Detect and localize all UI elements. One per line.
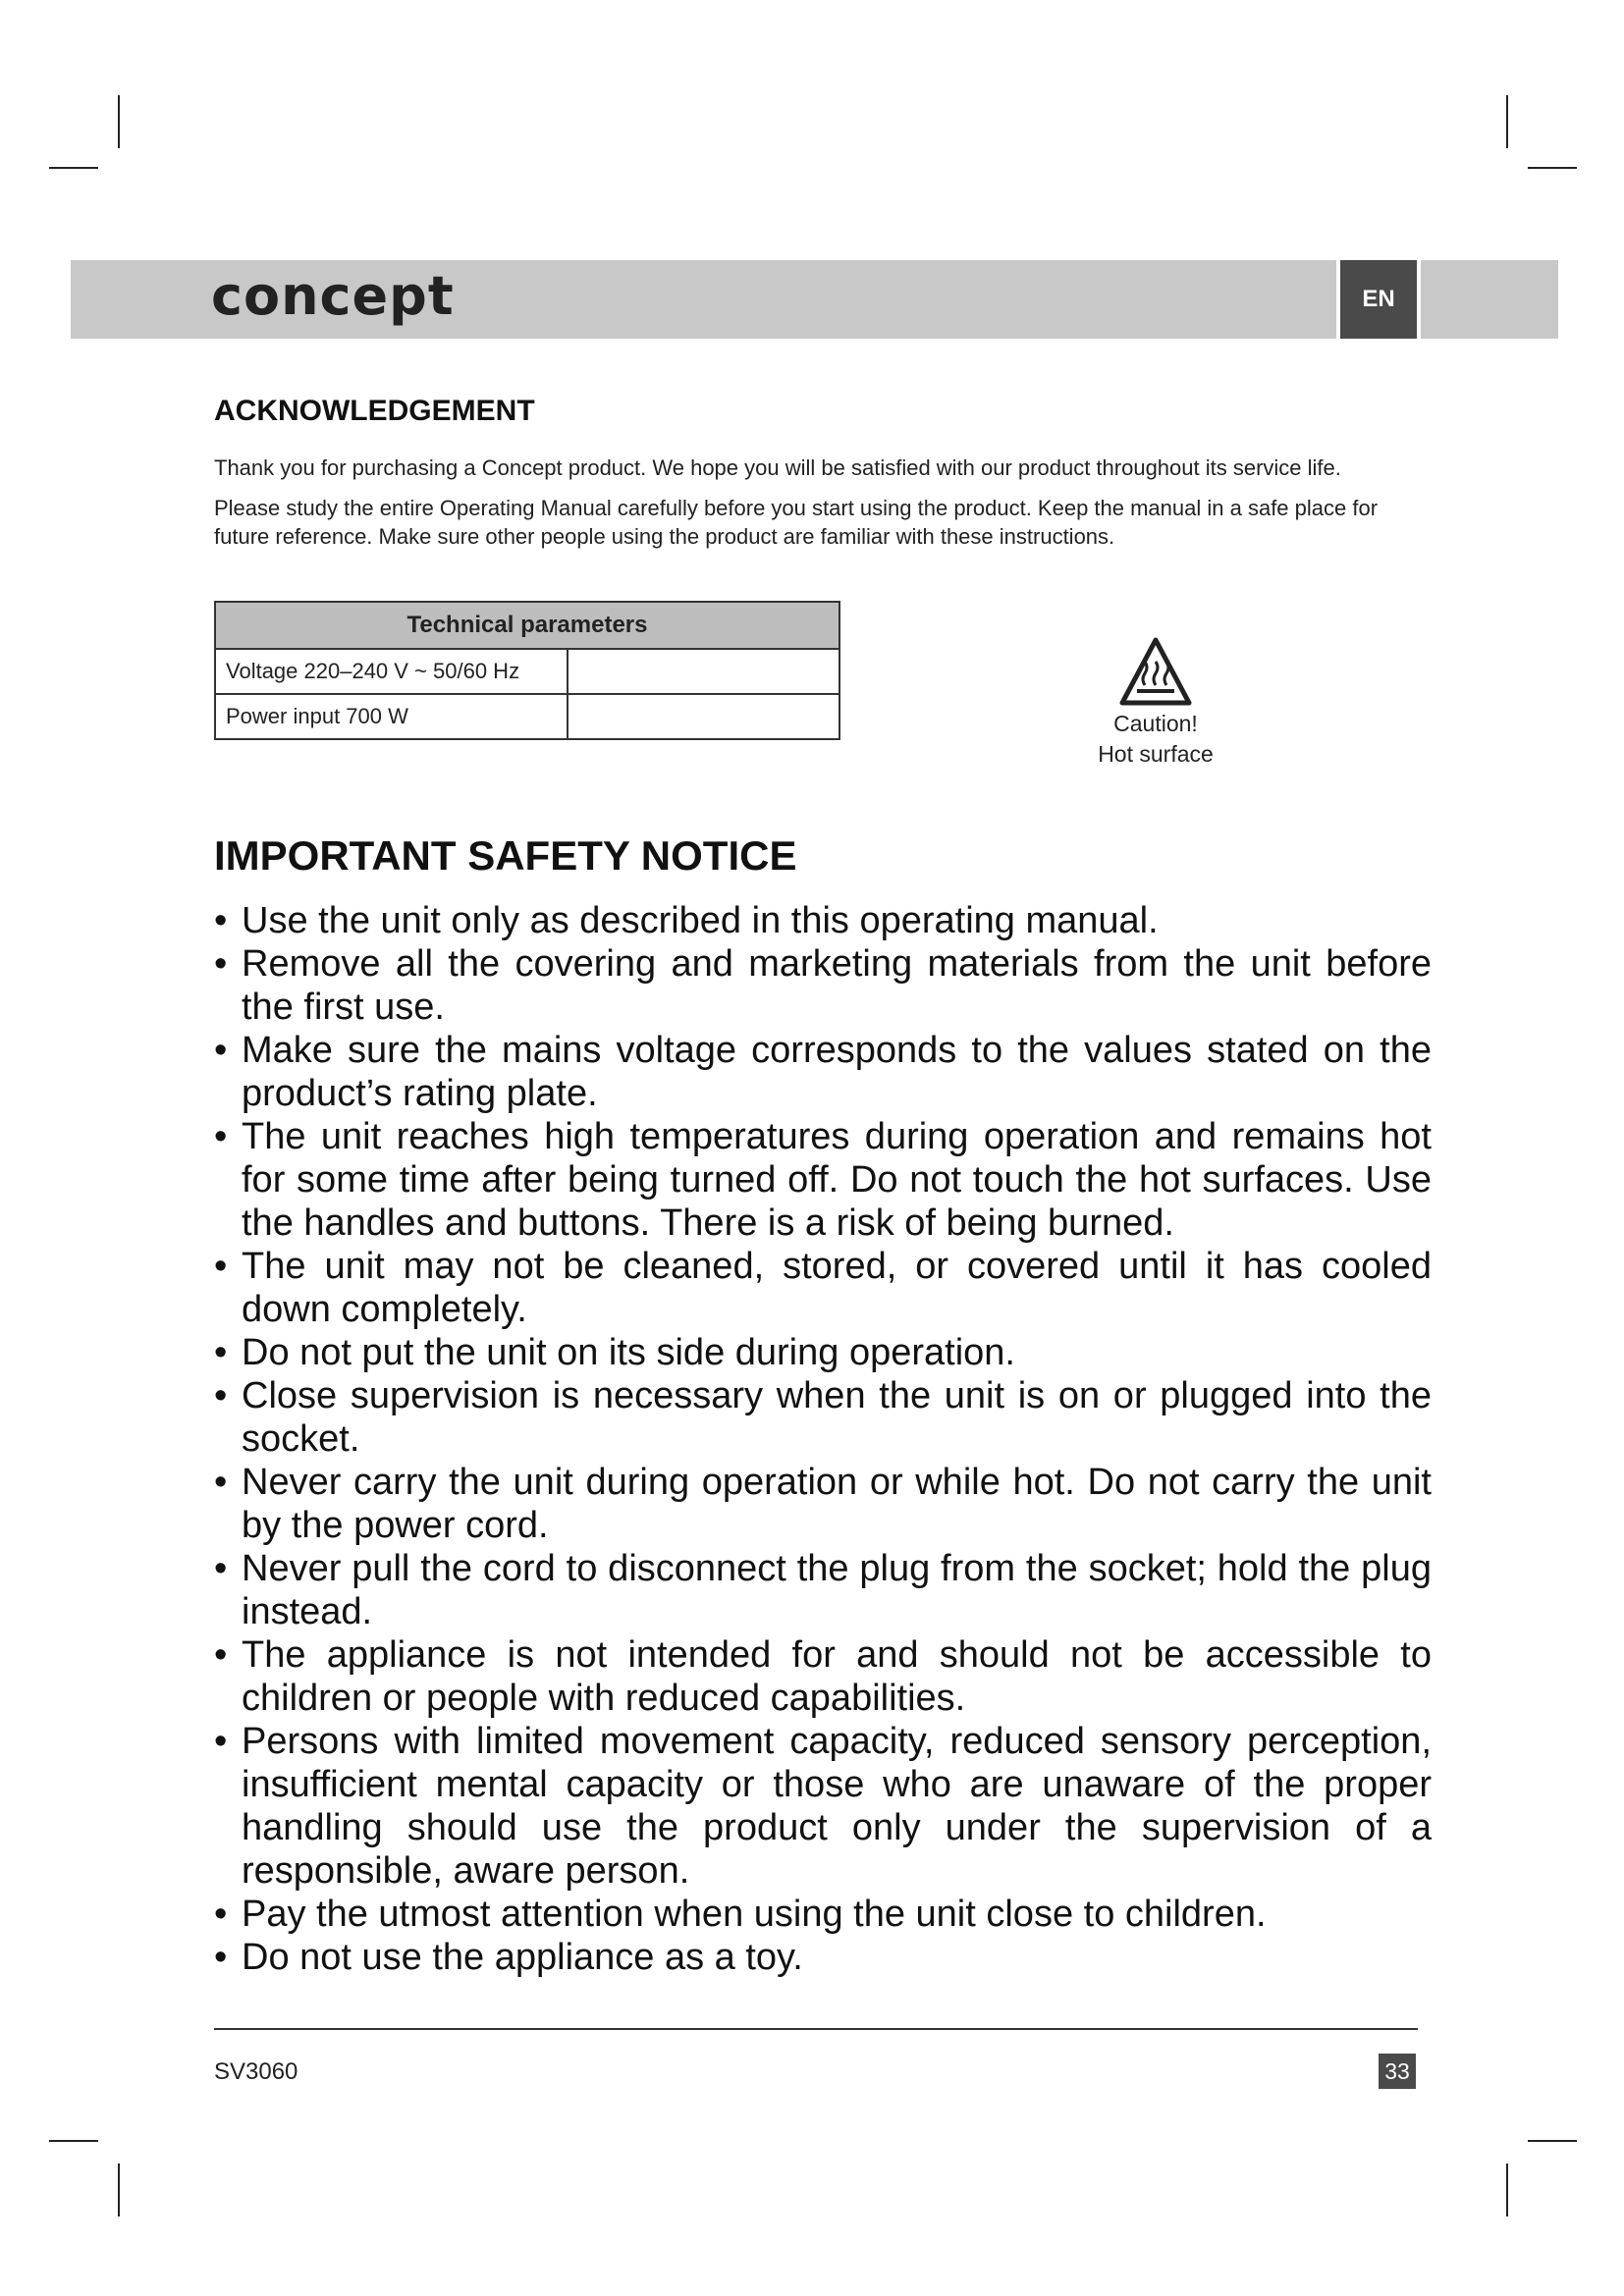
bullet: •	[214, 1937, 228, 1978]
bullet: •	[214, 1375, 228, 1416]
page-number: 33	[1379, 2054, 1416, 2089]
list-item	[214, 942, 1432, 1029]
list-item-text: Close supervision is necessary when the unit is on or plugged into the socket.	[242, 1375, 1432, 1460]
list-item	[214, 899, 1432, 942]
table-cell: Power input 700 W	[215, 694, 568, 739]
bullet: •	[214, 1634, 228, 1676]
list-item	[214, 1461, 1432, 1547]
bullet: •	[214, 1548, 228, 1589]
crop-mark	[1506, 95, 1508, 148]
caution-label: Caution!	[1113, 711, 1198, 736]
bullet: •	[214, 1246, 228, 1287]
list-item-text: Do not put the unit on its side during operation.	[242, 1332, 1015, 1373]
bullet: •	[214, 1462, 228, 1503]
list-item	[214, 1893, 1432, 1936]
list-item-text: Never pull the cord to disconnect the plug from the socket; hold the plug instead.	[242, 1548, 1432, 1632]
safety-list	[214, 899, 1432, 1979]
crop-mark	[118, 95, 120, 148]
bullet: •	[214, 1332, 228, 1373]
language-badge: EN	[1336, 260, 1421, 339]
acknowledgement-paragraph: Thank you for purchasing a Concept product. We hope you will be satisfied with our product throughout its service life.	[214, 455, 1341, 480]
crop-mark	[49, 2140, 98, 2142]
bullet: •	[214, 1030, 228, 1071]
list-item	[214, 1331, 1432, 1374]
technical-parameters-table	[214, 601, 840, 740]
crop-mark	[1506, 2163, 1508, 2216]
crop-mark	[49, 167, 98, 169]
caution-notice	[1062, 636, 1249, 770]
crop-mark	[118, 2163, 120, 2216]
table-header-row	[215, 602, 839, 649]
table-cell-empty	[568, 694, 839, 739]
list-item	[214, 1245, 1432, 1331]
model-number: SV3060	[214, 2058, 298, 2085]
crop-mark	[1528, 2140, 1577, 2142]
hot-surface-warning-icon	[1119, 636, 1192, 707]
bullet: •	[214, 1721, 228, 1762]
table-cell: Voltage 220–240 V ~ 50/60 Hz	[215, 649, 568, 694]
list-item	[214, 1029, 1432, 1115]
list-item	[214, 1720, 1432, 1893]
acknowledgement-heading: ACKNOWLEDGEMENT	[214, 395, 535, 427]
list-item	[214, 1374, 1432, 1461]
footer-divider	[214, 2028, 1418, 2030]
list-item	[214, 1936, 1432, 1979]
crop-mark	[1528, 167, 1577, 169]
list-item-text: The unit reaches high temperatures during operation and remains hot for some time after being turned off. Do not touch the hot surfaces. Use the handles and buttons. There is a risk of being burned.	[242, 1116, 1432, 1244]
table-row	[215, 649, 839, 694]
list-item-text: Remove all the covering and marketing materials from the unit before the first use.	[242, 943, 1432, 1028]
table-cell-empty	[568, 649, 839, 694]
caution-sublabel: Hot surface	[1098, 741, 1214, 767]
acknowledgement-paragraph: Please study the entire Operating Manual carefully before you start using the product. Keep the manual in a safe place for future reference. Make sure other people using the product are familiar with these instructions.	[214, 496, 1379, 549]
safety-heading: IMPORTANT SAFETY NOTICE	[214, 832, 797, 879]
brand-logo: concept	[211, 265, 455, 327]
list-item-text: The appliance is not intended for and should not be accessible to children or people with reduced capabilities.	[242, 1634, 1432, 1719]
list-item-text: Pay the utmost attention when using the unit close to children.	[242, 1894, 1267, 1935]
list-item-text: Use the unit only as described in this operating manual.	[242, 900, 1159, 941]
list-item-text: Persons with limited movement capacity, reduced sensory perception, insufficient mental capacity or those who are unaware of the proper handling should use the product only under the supervision of a responsible, aware person.	[242, 1721, 1432, 1892]
bullet: •	[214, 900, 228, 941]
list-item-text: Do not use the appliance as a toy.	[242, 1937, 803, 1978]
table-title: Technical parameters	[215, 602, 839, 649]
list-item-text: Never carry the unit during operation or while hot. Do not carry the unit by the power cord.	[242, 1462, 1432, 1546]
bullet: •	[214, 943, 228, 985]
list-item	[214, 1115, 1432, 1245]
list-item	[214, 1547, 1432, 1633]
bullet: •	[214, 1894, 228, 1935]
bullet: •	[214, 1116, 228, 1157]
list-item-text: The unit may not be cleaned, stored, or covered until it has cooled down completely.	[242, 1246, 1432, 1330]
table-row	[215, 694, 839, 739]
list-item-text: Make sure the mains voltage corresponds to the values stated on the product’s rating plate.	[242, 1030, 1432, 1114]
list-item	[214, 1633, 1432, 1720]
